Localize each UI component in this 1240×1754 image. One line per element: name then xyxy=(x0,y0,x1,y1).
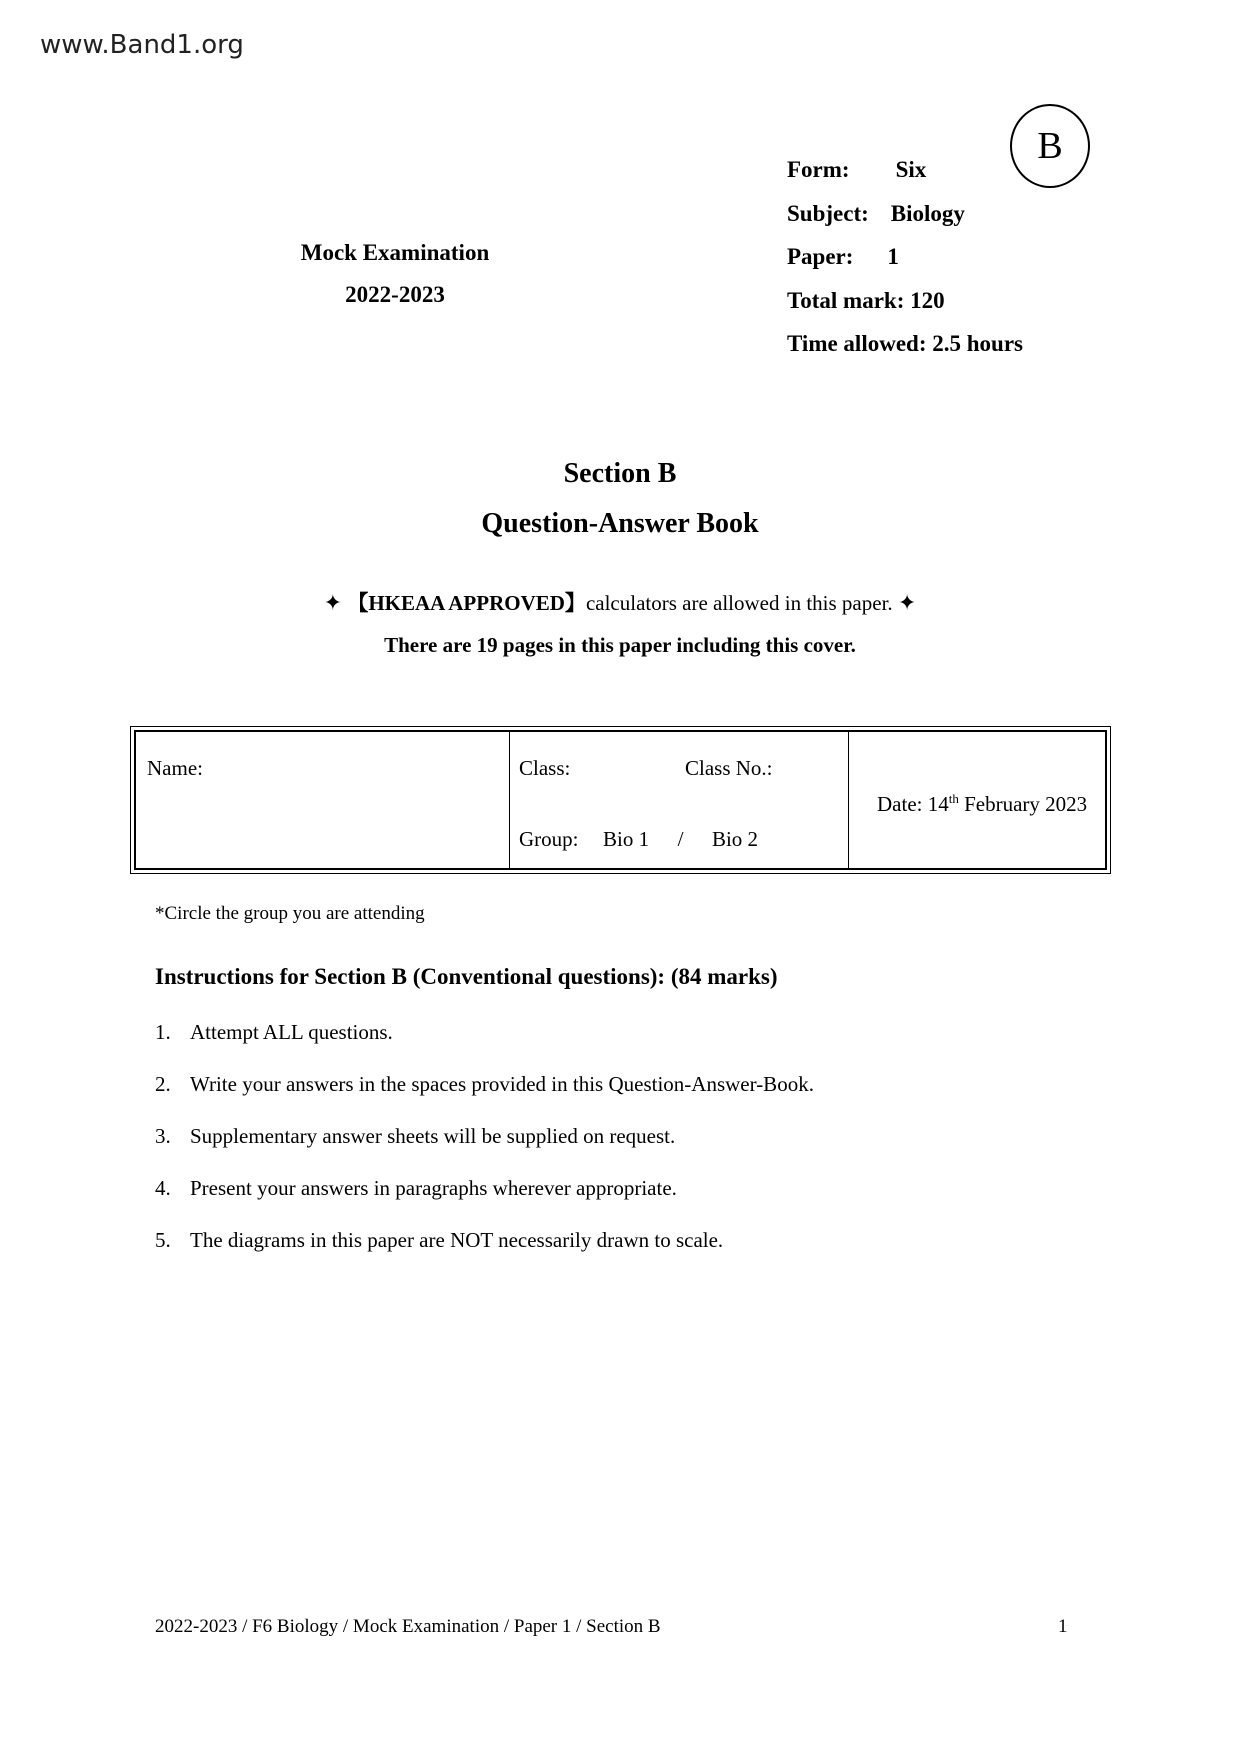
name-label: Name: xyxy=(147,756,203,780)
time-allowed-value: 2.5 hours xyxy=(932,331,1023,356)
exam-title-block xyxy=(250,232,540,316)
table-divider xyxy=(509,732,510,868)
student-info-table xyxy=(130,726,1111,874)
paper-label: Paper: xyxy=(787,244,854,269)
book-title: Question-Answer Book xyxy=(481,508,759,539)
group-row xyxy=(519,827,758,852)
date-superscript: th xyxy=(948,791,959,806)
info-total-mark xyxy=(787,279,1023,323)
subject-label: Subject: xyxy=(787,200,869,226)
exam-title: Mock Examination xyxy=(300,240,490,265)
info-paper xyxy=(787,235,1023,279)
info-form xyxy=(787,148,1023,192)
exam-info-block xyxy=(787,148,1023,366)
form-value: Six xyxy=(895,157,927,182)
calculator-notice xyxy=(0,587,1240,617)
class-label: Class: xyxy=(519,756,571,780)
table-divider xyxy=(848,732,849,868)
info-time-allowed xyxy=(787,322,1023,366)
subject-value: Biology xyxy=(890,200,965,226)
total-mark-label: Total mark: xyxy=(787,287,905,313)
exam-year: 2022-2023 xyxy=(345,282,445,307)
instructions-heading: Instructions for Section B (Conventional questions): (84 marks) xyxy=(155,964,778,989)
total-mark-value: 120 xyxy=(910,287,945,313)
section-title: Section B xyxy=(563,458,677,489)
student-info-table-inner xyxy=(134,730,1107,870)
page-footer: 2022-2023 / F6 Biology / Mock Examination / Paper 1 / Section B xyxy=(155,1616,661,1637)
date-suffix: February 2023 xyxy=(964,792,1088,816)
list-item: 3. Supplementary answer sheets will be supplied on request. xyxy=(155,1124,676,1148)
sparkle-icon: ✦ xyxy=(897,590,917,615)
instructions-list xyxy=(155,1018,814,1278)
circle-group-note: *Circle the group you are attending xyxy=(155,903,425,924)
time-allowed-label: Time allowed: xyxy=(787,331,927,356)
version-badge: B xyxy=(1010,104,1090,188)
calculator-notice-text: calculators are allowed in this paper. xyxy=(585,591,893,615)
paper-value: 1 xyxy=(887,244,899,269)
list-item: 4. Present your answers in paragraphs wherever appropriate. xyxy=(155,1176,677,1200)
group-label: Group: xyxy=(519,827,579,851)
info-subject xyxy=(787,192,1023,236)
hkeaa-approved: 【HKEAA APPROVED】 xyxy=(347,591,586,615)
page-number: 1 xyxy=(1058,1616,1068,1637)
group-separator: / xyxy=(677,827,684,851)
pages-notice: There are 19 pages in this paper including this cover. xyxy=(384,633,856,657)
sparkle-icon: ✦ xyxy=(323,590,343,615)
form-label: Form: xyxy=(787,157,850,182)
list-item: 2. Write your answers in the spaces provided in this Question-Answer-Book. xyxy=(155,1072,814,1096)
list-item: 5. The diagrams in this paper are NOT necessarily drawn to scale. xyxy=(155,1228,724,1252)
date-prefix: Date: 14 xyxy=(877,792,949,816)
group-option-bio1[interactable]: Bio 1 xyxy=(603,827,650,851)
class-no-label: Class No.: xyxy=(685,756,773,780)
group-option-bio2[interactable]: Bio 2 xyxy=(711,827,759,851)
list-item: 1. Attempt ALL questions. xyxy=(155,1020,393,1044)
exam-date xyxy=(877,791,1087,817)
watermark-url: www.Band1.org xyxy=(40,30,244,60)
